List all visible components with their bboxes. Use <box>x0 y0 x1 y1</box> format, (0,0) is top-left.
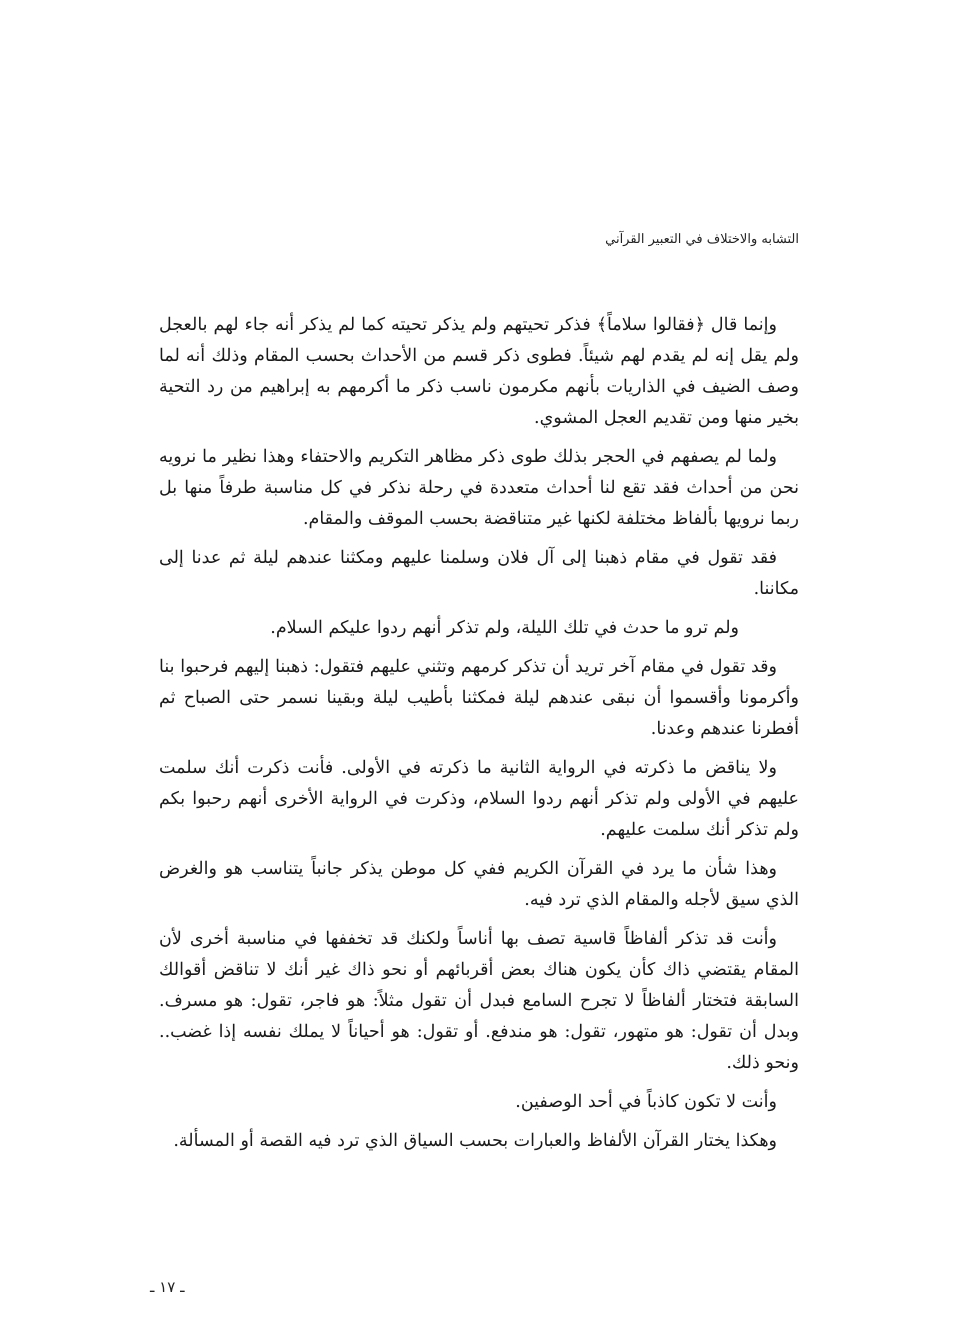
paragraph: وأنت قد تذكر ألفاظاً قاسية تصف بها أناساً ولكنك قد تخففها في مناسبة أخرى لأن المقام يقتضي ذاك كأن يكون هناك بعض أقربائهم أو نحو ذاك غير أنك لا تناقض أقوالك السابقة فتختار ألفاظاً لا تجرح السامع فبدل أن تقول مثلاً: هو فاجر، تقول: هو مسرف. وبدل أن تقول: هو متهور، تقول: هو مندفع. أو تقول: هو أحياناً لا يملك نفسه إذا غضب.. ونحو ذلك. <box>159 929 800 1073</box>
paragraph: وأنت لا تكون كاذباً في أحد الوصفين. <box>515 1092 777 1112</box>
paragraph: ولا يناقض ما ذكرته في الرواية الثانية ما ذكرته في الأولى. فأنت ذكرت أنك سلمت عليهم في الأولى ولم تذكر أنهم ردوا السلام، وذكرت في الرواية الأخرى أنهم رحبوا بكم ولم تذكر أنك سلمت عليهم. <box>159 758 799 840</box>
paragraph: ولما لم يصفهم في الحجر بذلك طوى ذكر مظاهر التكريم والاحتفاء وهذا نظير ما نرويه نحن من أحداث فقد تقع لنا أحداث متعددة في رحلة نذكر في كل مناسبة طرفاً منها بل ربما نرويها بألفاظ مختلفة لكنها غير متناقضة بحسب الموقف والمقام. <box>159 447 799 529</box>
paragraph: ولم ترو ما حدث في تلك الليلة، ولم تذكر أنهم ردوا عليكم السلام. <box>270 618 739 638</box>
paragraph: وهذا شأن ما يرد في القرآن الكريم ففي كل موطن يذكر جانباً يتناسب هو والغرض الذي سيق لأجله والمقام الذي ترد فيه. <box>159 859 799 910</box>
paragraph: وهكذا يختار القرآن الألفاظ والعبارات بحسب السياق الذي ترد فيه القصة أو المسألة. <box>173 1131 777 1151</box>
paragraph: فقد تقول في مقام ذهبنا إلى آل فلان وسلمنا عليهم ومكثنا عندهم ليلة ثم عدنا إلى مكاننا. <box>159 548 799 599</box>
paragraph: وإنما قال ﴿فقالوا سلاماً﴾ فذكر تحيتهم ولم يذكر تحيته كما لم يذكر أنه جاء لهم بالعجل ولم يقل إنه لم يقدم لهم شيئاً. فطوى ذكر قسم من الأحداث بحسب المقام وذلك أنه لما وصف الضيف في الذاريات بأنهم مكرمون ناسب ذكر ما أكرمهم به إبراهيم من رد التحية بخير منها ومن تقديم العجل المشوي. <box>159 315 799 428</box>
body-text <box>159 310 799 1165</box>
page-number: ـ ١٧ ـ <box>150 1278 185 1296</box>
paragraph: وقد تقول في مقام آخر تريد أن تذكر كرمهم وتثني عليهم فتقول: ذهبنا إليهم فرحبوا بنا وأكرمونا وأقسموا أن نبقى عندهم ليلة فمكثنا بأطيب ليلة وبقينا نسمر حتى الصباح ثم أفطرنا عندهم وعدنا. <box>159 657 799 739</box>
running-header: التشابه والاختلاف في التعبير القرآني <box>605 232 799 247</box>
